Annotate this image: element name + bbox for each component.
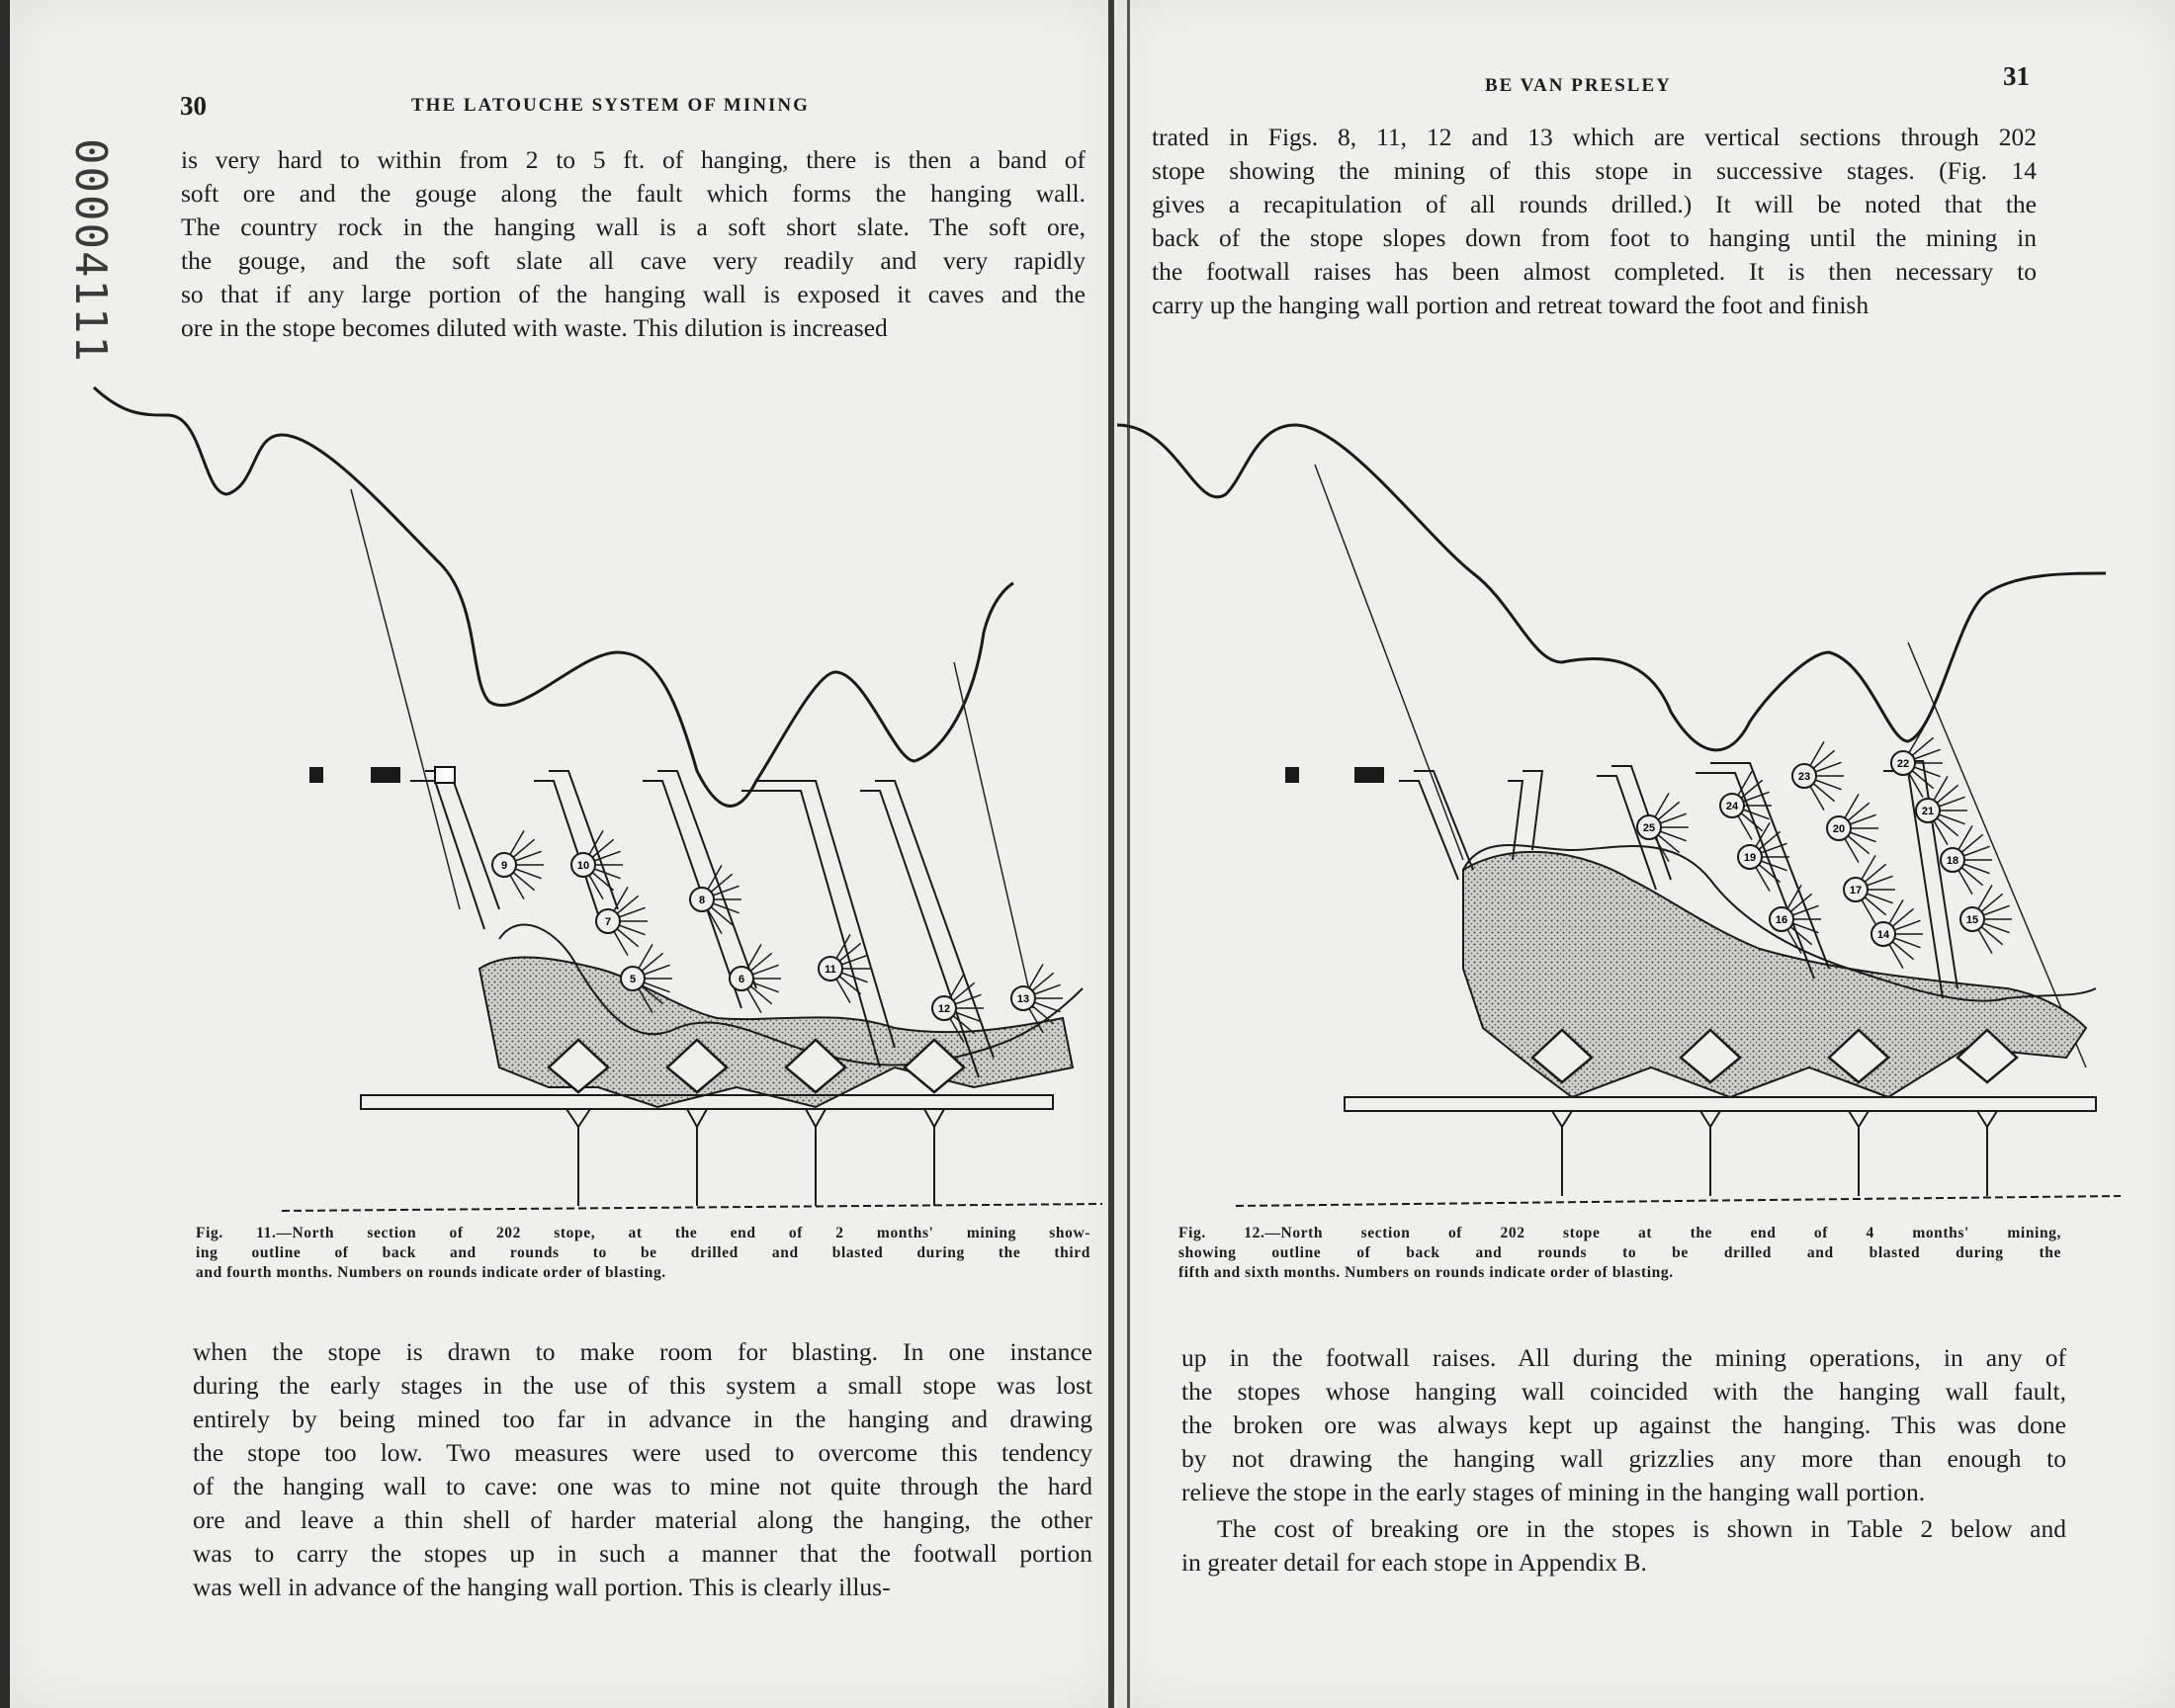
text-line: up in the footwall raises. All during the mining operations, in any of xyxy=(1181,1343,2066,1372)
text-line: in greater detail for each stope in Appendix B. xyxy=(1181,1548,1647,1577)
text-line: relieve the stope in the early stages of mining in the hanging wall portion. xyxy=(1181,1478,1926,1506)
drill-round-11 xyxy=(819,934,870,1002)
left-running-head: THE LATOUCHE SYSTEM OF MINING xyxy=(411,95,810,116)
text-line: was well in advance of the hanging wall portion. This is clearly illus- xyxy=(193,1573,891,1601)
right-bottom-paragraph xyxy=(1181,1341,2066,1509)
text-line: ore and leave a thin shell of harder material along the hanging, the other xyxy=(193,1505,1092,1534)
svg-text:25: 25 xyxy=(1642,822,1656,834)
svg-text:13: 13 xyxy=(1016,993,1030,1005)
svg-text:7: 7 xyxy=(604,916,612,928)
caption-line: ing outline of back and rounds to be drilled and blasted during the third xyxy=(196,1244,1090,1261)
figure-11-caption xyxy=(196,1224,1090,1283)
text-line: trated in Figs. 8, 11, 12 and 13 which are vertical sections through 202 xyxy=(1152,123,2037,151)
caption-line: fifth and sixth months. Numbers on rounds indicate order of blasting. xyxy=(1178,1264,1674,1281)
svg-text:21: 21 xyxy=(1921,806,1935,817)
svg-text:14: 14 xyxy=(1876,929,1890,941)
drill-round-20 xyxy=(1827,794,1878,862)
figure-12-caption xyxy=(1178,1224,2061,1283)
left-top-paragraph xyxy=(181,143,1086,345)
drill-round-22 xyxy=(1891,728,1943,797)
drill-round-9 xyxy=(492,830,544,898)
drill-round-6 xyxy=(730,944,781,1012)
text-line: by not drawing the hanging wall grizzlies any more than enough to xyxy=(1181,1444,2066,1473)
right-closing-paragraph xyxy=(1181,1512,2066,1580)
text-line: the stopes whose hanging wall coincided with the hanging wall fault, xyxy=(1181,1377,2066,1406)
svg-text:12: 12 xyxy=(937,1003,951,1015)
drill-round-15 xyxy=(1960,885,2012,953)
text-line: ore in the stope becomes diluted with waste. This dilution is increased xyxy=(181,313,888,342)
figure-11-stope-section xyxy=(84,376,1112,1226)
text-line: gives a recapitulation of all rounds drilled.) It will be noted that the xyxy=(1152,190,2037,218)
svg-text:11: 11 xyxy=(825,964,836,976)
text-line: entirely by being mined too far in advance in the hanging and drawing xyxy=(193,1405,1092,1433)
svg-text:6: 6 xyxy=(738,974,745,985)
text-line: soft ore and the gouge along the fault which forms the hanging wall. xyxy=(181,179,1086,208)
text-line: when the stope is drawn to make room for blasting. In one instance xyxy=(193,1337,1092,1366)
text-line: The country rock in the hanging wall is a soft short slate. The soft ore, xyxy=(181,213,1086,241)
drill-round-7 xyxy=(596,887,648,955)
drill-round-24 xyxy=(1720,771,1772,839)
caption-line: showing outline of back and rounds to be drilled and blasted during the xyxy=(1178,1244,2061,1261)
drill-round-21 xyxy=(1916,776,1967,844)
left-bottom-paragraph xyxy=(193,1335,1092,1604)
drill-round-17 xyxy=(1844,855,1895,923)
text-line: carry up the hanging wall portion and retreat toward the foot and finish xyxy=(1152,291,1870,319)
svg-text:19: 19 xyxy=(1743,852,1757,864)
svg-text:24: 24 xyxy=(1725,801,1739,812)
svg-text:20: 20 xyxy=(1832,823,1846,835)
svg-text:8: 8 xyxy=(698,895,706,906)
caption-line: Fig. 11.—North section of 202 stope, at the end of 2 months' mining show- xyxy=(196,1225,1090,1241)
text-line: the gouge, and the soft slate all cave very readily and very rapidly xyxy=(181,246,1086,275)
text-line: so that if any large portion of the hanging wall is exposed it caves and the xyxy=(181,280,1086,308)
text-line: during the early stages in the use of this system a small stope was lost xyxy=(193,1371,1092,1400)
svg-text:17: 17 xyxy=(1849,885,1863,897)
svg-text:22: 22 xyxy=(1896,758,1910,770)
drill-round-10 xyxy=(571,830,623,898)
caption-line: Fig. 12.—North section of 202 stope at the end of 4 months' mining, xyxy=(1178,1225,2061,1241)
drill-round-23 xyxy=(1792,741,1844,810)
figure-12-stope-section xyxy=(1117,415,2135,1226)
text-line: the footwall raises has been almost completed. It is then necessary to xyxy=(1152,257,2037,286)
svg-text:9: 9 xyxy=(500,860,508,872)
text-line: of the hanging wall to cave: one was to mine not quite through the hard xyxy=(193,1472,1092,1500)
svg-text:23: 23 xyxy=(1797,771,1811,783)
text-line: the stope too low. Two measures were used to overcome this tendency xyxy=(193,1438,1092,1467)
svg-text:16: 16 xyxy=(1775,914,1788,926)
caption-line: and fourth months. Numbers on rounds indicate order of blasting. xyxy=(196,1264,666,1281)
text-line: the broken ore was always kept up against the hanging. This was done xyxy=(1181,1410,2066,1439)
drill-round-19 xyxy=(1738,822,1789,891)
left-page-number: 30 xyxy=(180,91,207,121)
right-running-head: BE VAN PRESLEY xyxy=(1485,75,1672,96)
text-line: back of the stope slopes down from foot to hanging until the mining in xyxy=(1152,223,2037,252)
text-line: stope showing the mining of this stope in successive stages. (Fig. 14 xyxy=(1152,156,2037,185)
right-page-number: 31 xyxy=(2003,61,2030,91)
archive-stamp: 00004111 xyxy=(65,138,116,364)
svg-text:15: 15 xyxy=(1965,914,1979,926)
svg-text:18: 18 xyxy=(1946,855,1959,867)
drill-round-18 xyxy=(1941,825,1992,894)
drill-round-8 xyxy=(690,865,741,933)
drill-round-16 xyxy=(1770,885,1821,953)
text-line: was to carry the stopes up in such a manner that the footwall portion xyxy=(193,1539,1092,1568)
text-line: The cost of breaking ore in the stopes is shown in Table 2 below and xyxy=(1217,1514,2066,1543)
svg-text:10: 10 xyxy=(576,860,590,872)
right-top-paragraph xyxy=(1152,121,2037,322)
svg-text:5: 5 xyxy=(629,974,637,985)
text-line: is very hard to within from 2 to 5 ft. of hanging, there is then a band of xyxy=(181,145,1086,174)
